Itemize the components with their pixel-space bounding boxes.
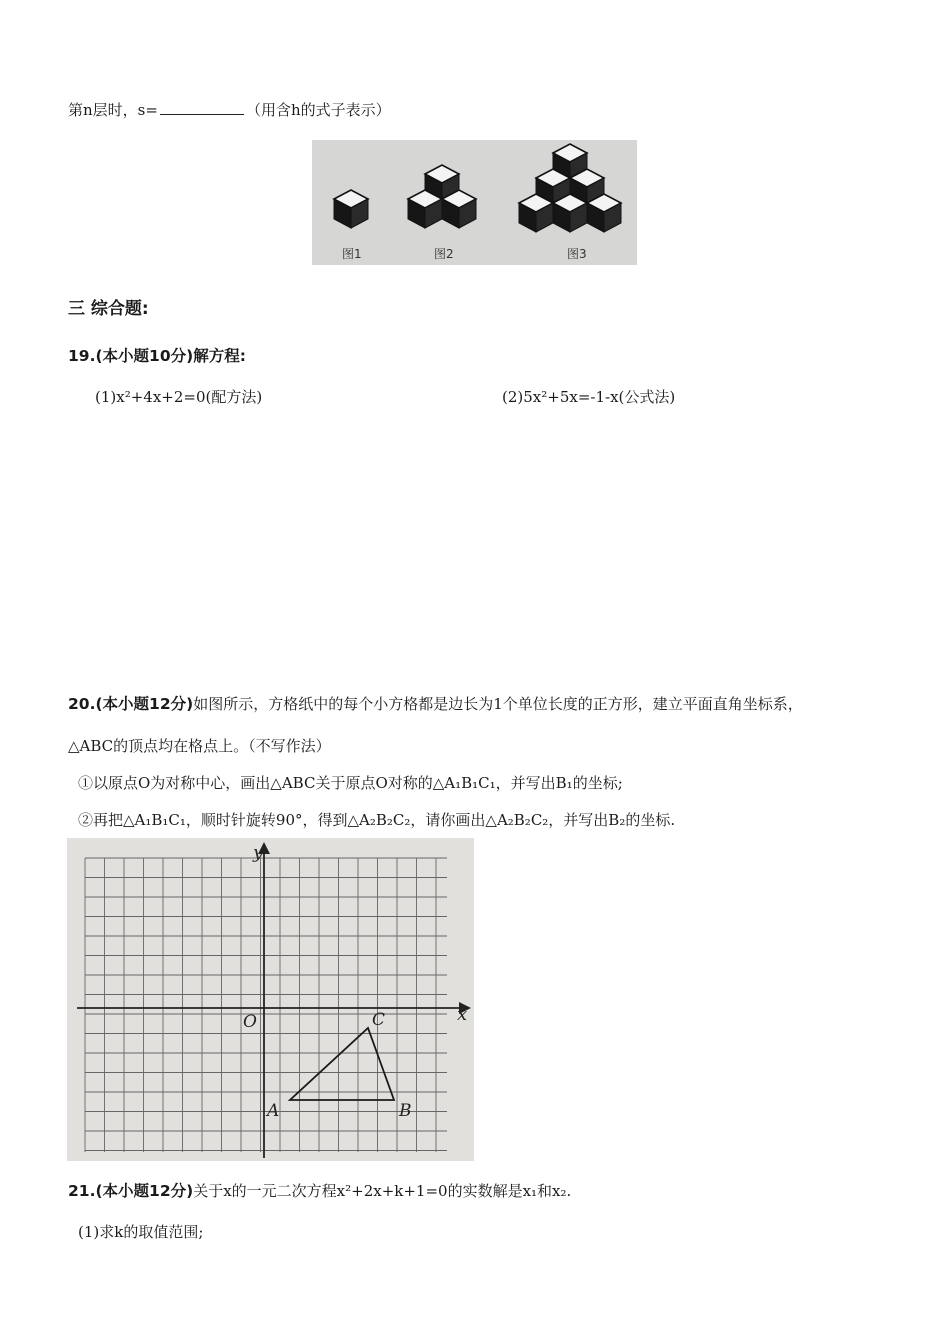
point-b-label: B [399, 1101, 412, 1121]
coordinate-grid-figure [67, 838, 474, 1161]
q19-heading: 19.(本小题10分)解方程: [68, 347, 246, 365]
q18-suffix: （用含h的式子表示） [245, 101, 391, 119]
x-axis-label: x [457, 1004, 468, 1025]
q20-text2: △ABC的顶点均在格点上。（不写作法） [68, 737, 331, 755]
q21-item1: (1)求k的取值范围; [78, 1223, 204, 1241]
q20-item2: ②再把△A₁B₁C₁，顺时针旋转90°，得到△A₂B₂C₂，请你画出△A₂B₂C₂，并写出B₂的坐标. [78, 811, 676, 829]
q21-line1 [68, 1179, 571, 1201]
q19-part2: (2)5x²+5x=-1-x(公式法) [502, 388, 676, 406]
section-title: 三 综合题: [68, 299, 149, 319]
y-axis-label: y [253, 842, 264, 863]
cube-stack-svg [312, 140, 637, 265]
figure-label-3: 图3 [567, 247, 587, 261]
cube [334, 190, 368, 228]
point-a-label: A [267, 1101, 280, 1121]
q18-prefix: 第n层时，s= [68, 101, 158, 119]
q20-text1: 如图所示，方格纸中的每个小方格都是边长为1个单位长度的正方形，建立平面直角坐标系， [193, 695, 803, 713]
coordinate-grid-svg [67, 838, 474, 1161]
q21-text: 关于x的一元二次方程x²+2x+k+1=0的实数解是x₁和x₂. [193, 1182, 572, 1200]
q18-answer-line [68, 99, 391, 120]
cube [587, 194, 621, 232]
q21-heading: 21.(本小题12分) [68, 1182, 194, 1200]
cube [442, 190, 476, 228]
q19-part1: (1)x²+4x+2=0(配方法) [95, 388, 263, 406]
cube [553, 194, 587, 232]
figure-label-1: 图1 [342, 247, 362, 261]
origin-label: O [243, 1012, 257, 1032]
q20-heading: 20.(本小题12分) [68, 695, 194, 713]
cube [408, 190, 442, 228]
cube-stack-figure [312, 140, 637, 265]
cube [519, 194, 553, 232]
q20-line1 [68, 692, 803, 714]
answer-blank[interactable] [160, 100, 244, 115]
q20-item1: ①以原点O为对称中心，画出△ABC关于原点O对称的△A₁B₁C₁，并写出B₁的坐标; [78, 774, 623, 792]
point-c-label: C [372, 1010, 386, 1030]
figure-label-2: 图2 [434, 247, 454, 261]
triangle-abc [290, 1028, 394, 1100]
